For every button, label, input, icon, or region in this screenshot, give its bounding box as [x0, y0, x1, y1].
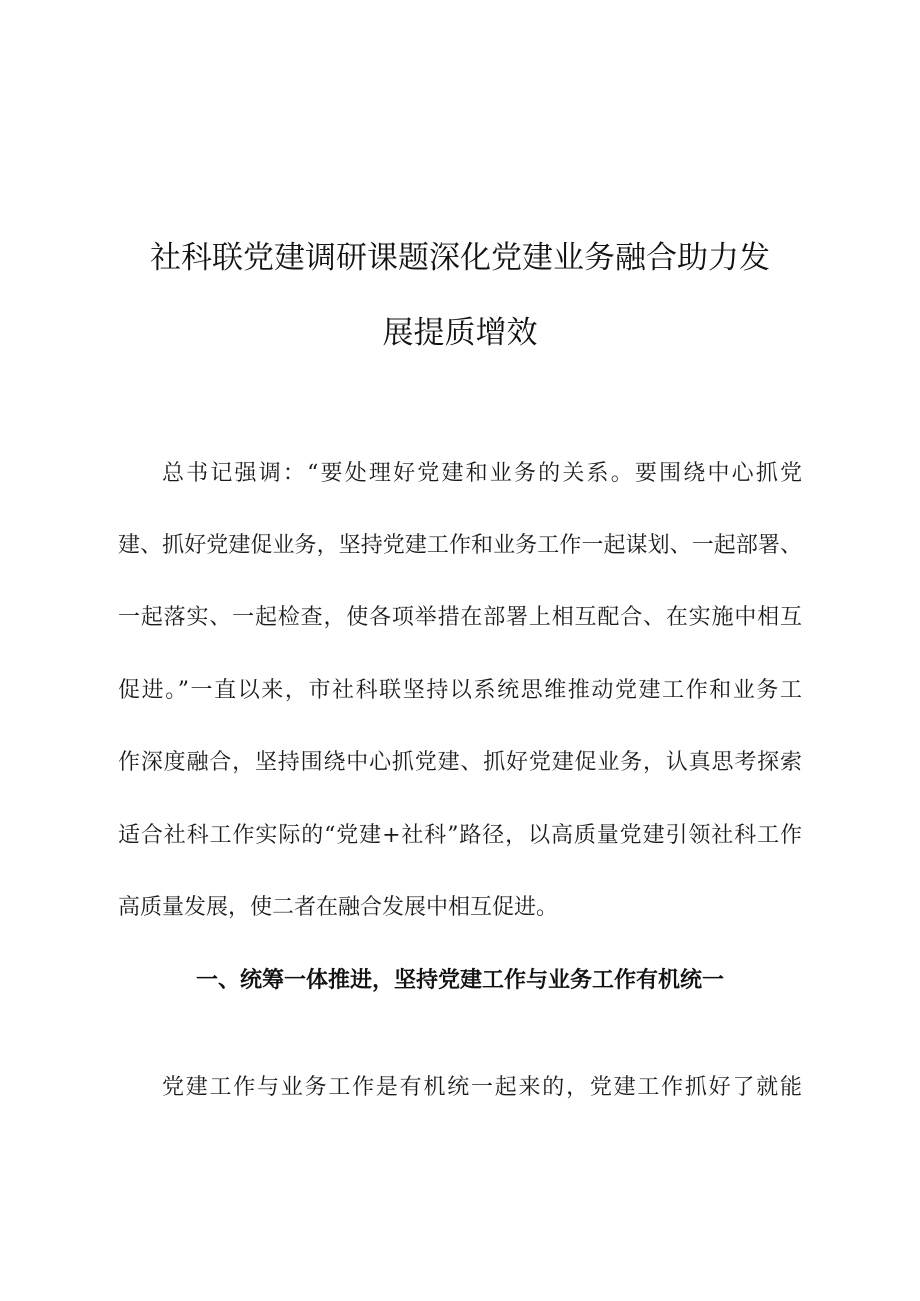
- document-title-line-2: 展提质增效: [382, 315, 538, 351]
- paragraph-1-line-2: 建、抓好党建促业务，坚持党建工作和业务工作一起谋划、一起部署、: [118, 533, 802, 558]
- paragraph-1-line-5: 作深度融合，坚持围绕中心抓党建、抓好党建促业务，认真思考探索: [118, 750, 802, 775]
- paragraph-1-line-4: 促进。”一直以来，市社科联坚持以系统思维推动党建工作和业务工: [118, 678, 802, 703]
- paragraph-1-line-3: 一起落实、一起检查，使各项举措在部署上相互配合、在实施中相互: [118, 605, 802, 630]
- paragraph-1-line-7: 高质量发展，使二者在融合发展中相互促进。: [118, 895, 559, 920]
- paragraph-1-line-1: 总书记强调：“要处理好党建和业务的关系。要围绕中心抓党: [162, 461, 802, 486]
- document-title-line-1: 社科联党建调研课题深化党建业务融合助力发: [150, 240, 770, 276]
- section-1-heading: 一、统筹一体推进，坚持党建工作与业务工作有机统一: [195, 968, 724, 993]
- paragraph-1-line-6: 适合社科工作实际的“党建+社科”路径，以高质量党建引领社科工作: [118, 823, 802, 848]
- paragraph-2-line-1: 党建工作与业务工作是有机统一起来的，党建工作抓好了就能: [162, 1075, 802, 1100]
